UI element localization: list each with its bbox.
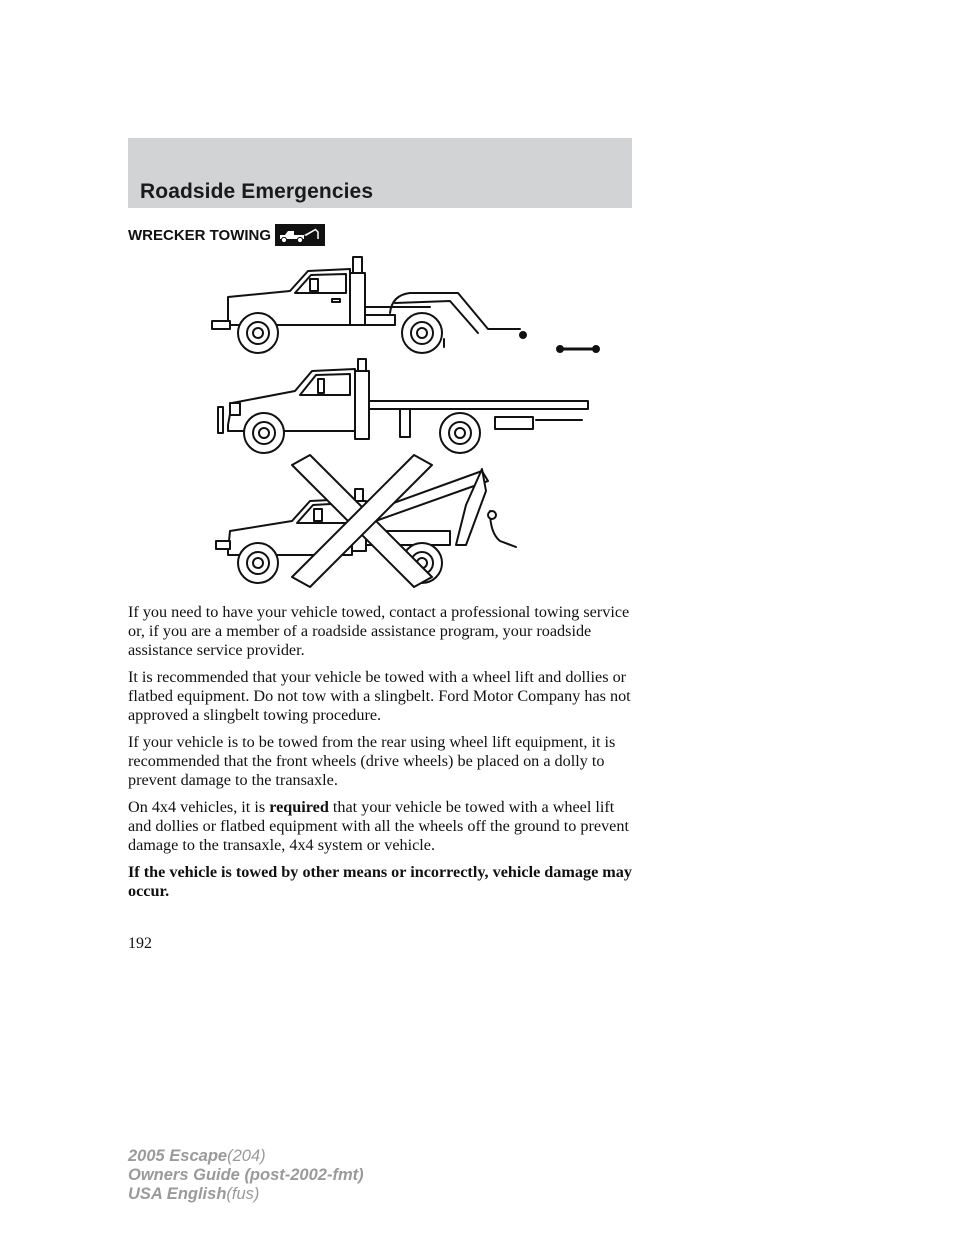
paragraph-4x4-prefix: On 4x4 vehicles, it is [128, 798, 270, 816]
footer-language-code: (fus) [226, 1185, 260, 1203]
damage-warning: If the vehicle is towed by other means or incorrectly, vehicle damage may occur. [128, 863, 632, 900]
footer-model-code: (204) [227, 1147, 266, 1165]
page-number: 192 [128, 935, 152, 952]
required-emphasis: required [269, 798, 329, 816]
section-heading [128, 224, 325, 246]
footer-language: USA English [128, 1185, 227, 1203]
footer-line-language [128, 1185, 364, 1204]
footer-line-guide [128, 1166, 364, 1185]
footer-model: 2005 Escape [128, 1147, 228, 1165]
page-title: Roadside Emergencies [140, 180, 374, 203]
body-text [128, 603, 638, 909]
footer-edition-info [128, 1147, 364, 1204]
footer-guide: Owners Guide (post-2002-fmt) [128, 1166, 364, 1184]
paragraph-4x4-towing [128, 798, 638, 855]
paragraph-rear-towing: If your vehicle is to be towed from the rear using wheel lift equipment, it is recommended that the front wheels (drive wheels) be placed on a dolly to prevent damage to the transaxle. [128, 733, 616, 789]
towing-methods-illustration [200, 255, 620, 595]
section-header-band [128, 138, 632, 208]
tow-truck-icon [275, 224, 325, 246]
paragraph-4x4-suffix: that your vehicle be towed with a wheel lift and dollies or flatbed equipment with all the wheels off the ground to prevent damage to the transaxle, 4x4 system or vehicle. [128, 798, 629, 854]
paragraph-recommended-equipment: It is recommended that your vehicle be towed with a wheel lift and dollies or flatbed equipment. Do not tow with a slingbelt. Ford Motor Company has not approved a slingbelt towing procedure. [128, 668, 631, 724]
wheel-lift-truck [212, 257, 599, 353]
flatbed-truck [218, 359, 588, 453]
paragraph-contact-service: If you need to have your vehicle towed, contact a professional towing service or, if you are a member of a roadside assistance program, your roadside assistance service provider. [128, 603, 630, 659]
footer-line-model [128, 1147, 364, 1166]
section-heading-text: WRECKER TOWING [128, 226, 272, 244]
